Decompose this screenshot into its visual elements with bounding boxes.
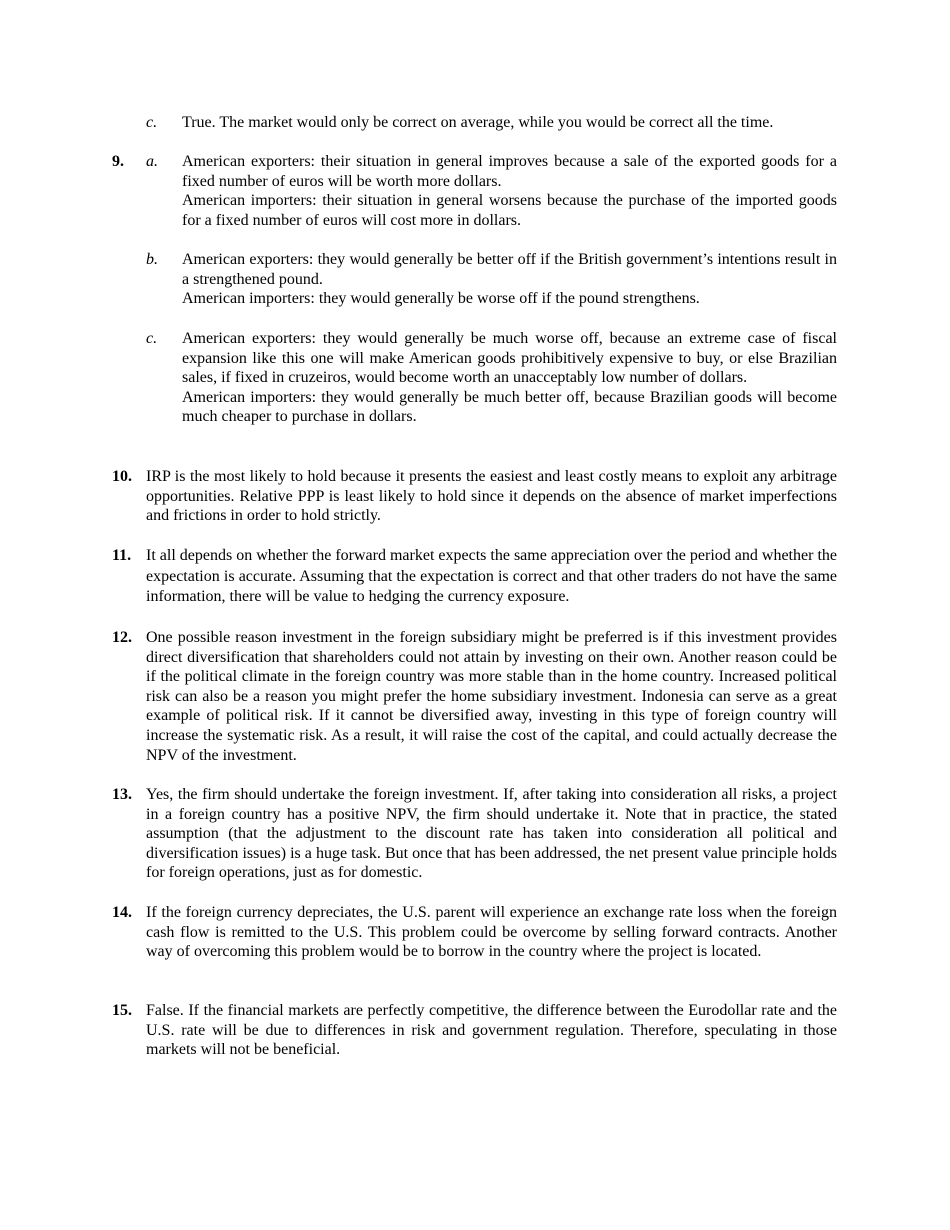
answer-9b-text [182,250,837,309]
question-number-15: 15. [112,1002,132,1019]
question-number-11: 11. [112,547,132,564]
answer-9c-text [182,329,837,427]
question-number-12: 12. [112,629,132,646]
answer-11-text [146,546,837,608]
answer-9a-text [182,152,837,230]
paragraph: One possible reason investment in the foreign subsidiary might be preferred is if this investment provides direct diversification that shareholders could not attain by investing on their own. Another reason could be if the political climate in the foreign country was more stable than in the home country. Increased political risk can also be a reason you might prefer the home subsidiary investment. Indonesia can serve as a great example of political risk. If it cannot be diversified away, investing in this type of foreign country will increase the systematic risk. As a result, it will raise the cost of the capital, and could actually decrease the NPV of the investment. [146,629,837,764]
question-number-14: 14. [112,904,132,921]
sub-letter-9c: c. [146,330,158,347]
answer-14-text [146,903,837,962]
paragraph: It all depends on whether the forward market expects the same appreciation over the period and whether the expectation is accurate. Assuming that the expectation is correct and that other traders do not have the same information, there will be value to hedging the currency exposure. [146,547,837,605]
paragraph: False. If the financial markets are perfectly competitive, the difference between the Eurodollar rate and the U.S. rate will be due to differences in risk and government regulation. Therefore, speculating in those markets will not be beneficial. [146,1002,837,1059]
paragraph: American exporters: they would generally be much worse off, because an extreme case of fiscal expansion like this one will make American goods prohibitively expensive to buy, or else Brazilian sales, if fixed in cruzeiros, would become worth an unacceptably low number of dollars. [182,330,837,387]
sub-letter-8c: c. [146,114,158,131]
answer-8c-text [182,113,837,133]
paragraph: Yes, the firm should undertake the foreign investment. If, after taking into consideration all risks, a project in a foreign country has a positive NPV, the firm should undertake it. Note that in practice, the stated assumption (that the adjustment to the discount rate has taken into consideration all political and diversification issues) is a huge task. But once that has been addressed, the net present value principle holds for foreign operations, just as for domestic. [146,786,837,882]
paragraph: American importers: they would generally be much better off, because Brazilian goods will become much cheaper to purchase in dollars. [182,388,837,426]
paragraph: American exporters: their situation in general improves because a sale of the exported goods for a fixed number of euros will be worth more dollars. [182,153,837,190]
paragraph: True. The market would only be correct on average, while you would be correct all the time. [182,114,774,131]
answer-10-text [146,467,837,526]
answer-12-text [146,628,837,765]
question-number-9: 9. [112,153,124,170]
question-number-13: 13. [112,786,132,803]
paragraph: If the foreign currency depreciates, the U.S. parent will experience an exchange rate loss when the foreign cash flow is remitted to the U.S. This problem could be overcome by selling forward contracts. Another way of overcoming this problem would be to borrow in the country where the project is located. [146,904,837,961]
sub-letter-9b: b. [146,251,158,268]
paragraph: IRP is the most likely to hold because it presents the easiest and least costly means to exploit any arbitrage opportunities. Relative PPP is least likely to hold since it depends on the absence of market imperfections and frictions in order to hold strictly. [146,468,837,525]
paragraph: American importers: their situation in general worsens because the purchase of the imported goods for a fixed number of euros will cost more in dollars. [182,192,837,229]
paragraph: American exporters: they would generally be better off if the British government’s intentions result in a strengthened pound. [182,251,837,288]
answer-15-text [146,1001,837,1060]
sub-letter-9a: a. [146,153,158,170]
paragraph: American importers: they would generally be worse off if the pound strengthens. [182,290,700,308]
answer-13-text [146,785,837,883]
question-number-10: 10. [112,468,132,485]
